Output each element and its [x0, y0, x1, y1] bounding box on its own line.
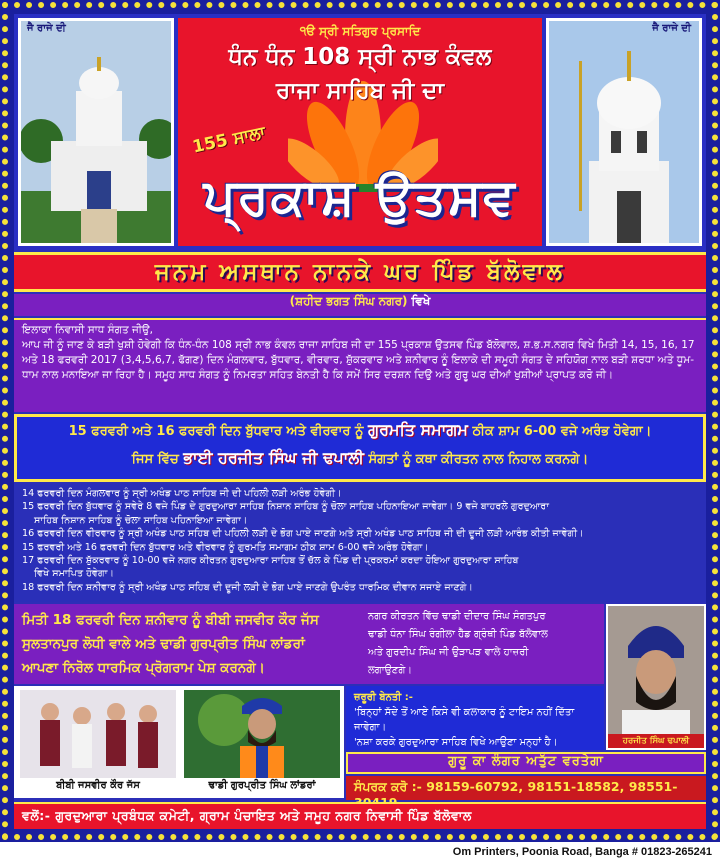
dhadi-line-3: ਆਪਣਾ ਨਿਰੋਲ ਧਾਰਮਿਕ ਪ੍ਰੋਗਰਾਮ ਪੇਸ਼ ਕਰਨਗੇ। — [22, 660, 265, 676]
gurpreet-singh-caption: ਢਾਡੀ ਗੁਰਪ੍ਰੀਤ ਸਿੰਘ ਲਾਂਡਰਾਂ — [208, 780, 316, 791]
dhadi-line-1: ਮਿਤੀ 18 ਫਰਵਰੀ ਦਿਨ ਸ਼ਨੀਵਾਰ ਨੂੰ ਬੀਬੀ ਜਸਵੀਰ ਕੌਰ ਜੱਸ — [22, 612, 319, 628]
venue-title: ਜਨਮ ਅਸਥਾਨ ਨਾਨਕੇ ਘਰ ਪਿੰਡ ਬੱਲੋਵਾਲ — [154, 259, 566, 285]
intro-body: ਆਪ ਜੀ ਨੂੰ ਜਾਣ ਕੇ ਬੜੀ ਖੁਸ਼ੀ ਹੋਵੇਗੀ ਕਿ ਧੰਨ-ਧੰਨ 108 ਸ੍ਰੀ ਨਾਭ ਕੰਵਲ ਰਾਜਾ ਸਾਹਿਬ ਜੀ ਦਾ 155 ਪ੍ਰਕਾਸ਼ ਉਤਸਵ ਪਿੰਡ ਬੱਲੋਵਾਲ, ਸ਼.ਭ.ਸ.ਨਗਰ ਵਿਖੇ ਮਿਤੀ 14, 15, 16, 17 ਅਤੇ 18 ਫਰਵਰੀ 2017 (3,4,5,6,7, ਫੱਗਣ) ਦਿਨ ਮੰਗਲਵਾਰ, ਬੁੱਧਵਾਰ, ਵੀਰਵਾਰ, ਸ਼ੁੱਕਰਵਾਰ ਅਤੇ ਸ਼ਨੀਵਾਰ ਨੂੰ ਇਲਾਕੇ ਦੀ ਸਮੂਹੀ ਸੰਗਤ ਦੇ ਸਹਿਯੋਗ ਨਾਲ ਬੜੀ ਸ਼ਰਧਾ ਅਤੇ ਧੂਮ-ਧਾਮ ਨਾਲ ਮਨਾਇਆ ਜਾ ਰਿਹਾ ਹੈ। ਸਮੂਹ ਸਾਧ ਸੰਗਤ ਨੂੰ ਨਿਮਰਤਾ ਸਹਿਤ ਬੇਨਤੀ ਹੈ ਕਿ ਸਮੇਂ ਸਿਰ ਦਰਸ਼ਨ ਦਿਉ ਅਤੇ ਗੁਰੂ ਘਰ ਦੀਆਂ ਖੁਸ਼ੀਆਂ ਪ੍ਰਾਪਤ ਕਰੋ ਜੀ। — [22, 339, 695, 381]
samagam-highlight: ਗੁਰਮਤਿ ਸਮਾਗਮ — [367, 420, 468, 439]
samagam-line-2-pre: ਜਿਸ ਵਿੱਚ — [131, 452, 179, 467]
intro-salutation: ਇਲਾਕਾ ਨਿਵਾਸੀ ਸਾਧ ਸੰਗਤ ਜੀਉ, — [22, 324, 153, 336]
venue-vikhe: ਵਿਖੇ — [411, 294, 431, 308]
langar-banner: ਗੁਰੂ ਕਾ ਲੰਗਰ ਅਤੁੱਟ ਵਰਤੇਗਾ — [346, 752, 706, 774]
samagam-box — [14, 414, 706, 482]
jaswir-kaur-photo — [20, 690, 176, 778]
printer-credit: Om Printers, Poonia Road, Banga # 01823-265241 — [452, 846, 712, 858]
schedule-item: ਵਿਖੇ ਸਮਾਪਿਤ ਹੋਵੇਗਾ। — [34, 568, 114, 580]
schedule-list — [14, 484, 706, 602]
artist-photos — [14, 686, 344, 798]
samagam-line-2 — [23, 448, 697, 468]
notice-line-2: 'ਨਸ਼ਾ ਕਰਕੇ ਗੁਰਦੁਆਰਾ ਸਾਹਿਬ ਵਿਖੇ ਆਉਣਾ ਮਨ੍ਹਾਂ ਹੈ। — [354, 737, 558, 748]
contact-bar — [346, 776, 706, 800]
intro-paragraph — [14, 318, 706, 412]
speaker-photo-caption: ਹਰਜੀਤ ਸਿੰਘ ਢਪਾਲੀ — [608, 734, 704, 748]
venue-banner — [14, 252, 706, 292]
photo-tag-left: ਜੈ ਰਾਜੇ ਦੀ — [27, 23, 66, 34]
schedule-item: ਸਾਹਿਬ ਨਿਸ਼ਾਨ ਸਾਹਿਬ ਨੂੰ ਚੋਲਾ ਸਾਹਿਬ ਪਹਿਨਾਇਆ ਜਾਵੇਗਾ। — [34, 514, 248, 526]
nagar-line-1: ਨਗਰ ਕੀਰਤਨ ਵਿੱਚ ਢਾਡੀ ਦੀਦਾਰ ਸਿੰਘ ਸੰਗਤਪੁਰ — [368, 611, 546, 622]
venue-subtitle: (ਸ਼ਹੀਦ ਭਗਤ ਸਿੰਘ ਨਗਰ) — [289, 294, 408, 308]
dhadi-program — [14, 604, 360, 684]
nagar-line-2: ਢਾਡੀ ਧੰਨਾ ਸਿੰਘ ਰੰਗੀਲਾ ਹੈੱਡ ਗ੍ਰੰਥੀ ਪਿੰਡ ਬੱਲੋਵਾਲ — [368, 629, 548, 640]
schedule-item: 15 ਫਰਵਰੀ ਦਿਨ ਬੁੱਧਵਾਰ ਨੂੰ ਸਵੇਰੇ 8 ਵਜੇ ਪਿੰਡ ਦੇ ਗੁਰਦੁਆਰਾ ਸਾਹਿਬ ਨਿਸ਼ਾਨ ਸਾਹਿਬ ਨੂੰ ਚੋਲਾ ਸਾਹਿਬ ਪਹਿਨਾਇਆ ਜਾਵੇਗਾ। 9 ਵਜੇ ਬਾਹਰਲੇ ਗੁਰਦੁਆਰਾ — [22, 501, 550, 513]
poster-body — [14, 14, 706, 829]
gurpreet-singh-photo — [184, 690, 340, 778]
gurdwara-photo-left — [18, 18, 174, 246]
gurdwara-photo-right — [546, 18, 702, 246]
schedule-item: 14 ਫਰਵਰੀ ਦਿਨ ਮੰਗਲਵਾਰ ਨੂੰ ਸ੍ਰੀ ਅਖੰਡ ਪਾਠ ਸਾਹਿਬ ਜੀ ਦੀ ਪਹਿਲੀ ਲੜੀ ਅਰੰਭ ਹੋਵੇਗੀ। — [22, 488, 342, 499]
speaker-name: ਭਾਈ ਹਰਜੀਤ ਸਿੰਘ ਜੀ ਢਪਾਲੀ — [183, 448, 364, 467]
nagar-kirtan-note — [360, 604, 604, 684]
title-line-1: ਧੰਨ ਧੰਨ 108 ਸ੍ਰੀ ਨਾਭ ਕੰਵਲ — [228, 44, 492, 70]
main-title: ਪ੍ਰਕਾਸ਼ ਉਤਸਵ — [203, 168, 517, 226]
photo-tag-right: ਜੈ ਰਾਜੇ ਦੀ — [652, 23, 691, 34]
samagam-line-1 — [23, 420, 697, 440]
venue-subtitle-band — [14, 294, 706, 316]
samagam-line-1-post: ਠੀਕ ਸ਼ਾਮ 6-00 ਵਜੇ ਅਰੰਭ ਹੋਵੇਗਾ। — [472, 424, 652, 439]
nagar-line-3: ਅਤੇ ਗੁਰਦੀਪ ਸਿੰਘ ਜੀ ਉੜਾਪੜ ਵਾਲੇ ਹਾਜ਼ਰੀ — [368, 647, 529, 658]
nagar-line-4: ਲਗਾਉਣਗੇ। — [368, 665, 413, 676]
speaker-photo — [606, 604, 706, 750]
jaswir-kaur-caption: ਬੀਬੀ ਜਸਵੀਰ ਕੌਰ ਜੱਸ — [56, 780, 140, 791]
contact-numbers: :- 98159-60792, 98151-18582, 98551- — [411, 779, 678, 794]
schedule-item: 16 ਫਰਵਰੀ ਦਿਨ ਵੀਰਵਾਰ ਨੂੰ ਸ੍ਰੀ ਅਖੰਡ ਪਾਠ ਸਹਿਬ ਦੀ ਪਹਿਲੀ ਲੜੀ ਦੇ ਭੋਗ ਪਾਏ ਜਾਣਗੇ ਅਤੇ ਸ੍ਰੀ ਅਖੰਡ ਪਾਠ ਸਾਹਿਬ ਜੀ ਦੀ ਦੂਜੀ ਲੜੀ ਆਰੰਭ ਕੀਤੀ ਜਾਵੇਗੀ। — [22, 528, 584, 540]
schedule-item: 17 ਫਰਵਰੀ ਦਿਨ ਸ਼ੁੱਕਰਵਾਰ ਨੂੰ 10-00 ਵਜੇ ਨਗਰ ਕੀਰਤਨ ਗੁਰਦੁਆਰਾ ਸਾਹਿਬ ਤੋਂ ਚੱਲ ਕੇ ਪਿੰਡ ਦੀ ਪ੍ਰਕਰਮਾਂ ਕਰਦਾ ਹੋਇਆ ਗੁਰਦੁਆਰਾ ਸਾਹਿਬ — [22, 555, 519, 567]
gurpreet-singh-illustration — [184, 690, 340, 778]
poster-header — [14, 14, 706, 250]
speaker-portrait — [608, 606, 704, 750]
schedule-item: 15 ਫਰਵਰੀ ਅਤੇ 16 ਫਰਵਰੀ ਦਿਨ ਬੁੱਧਵਾਰ ਅਤੇ ਵੀਰਵਾਰ ਨੂੰ ਗੁਰਮਤਿ ਸਮਾਗਮ ਠੀਕ ਸ਼ਾਮ 6-00 ਵਜੇ ਅਰੰਭ ਹੋਵੇਗਾ। — [22, 541, 429, 553]
samagam-line-1-pre: 15 ਫਰਵਰੀ ਅਤੇ 16 ਫਰਵਰੀ ਦਿਨ ਬੁੱਧਵਾਰ ਅਤੇ ਵੀਰਵਾਰ ਨੂੰ — [68, 424, 364, 439]
blessing-text: ੧ੳ ਸ੍ਰੀ ਸਤਿਗੁਰ ਪ੍ਰਸਾਦਿ — [299, 24, 421, 38]
organizers-footer: ਵਲੋਂ:- ਗੁਰਦੁਆਰਾ ਪ੍ਰਬੰਧਕ ਕਮੇਟੀ, ਗ੍ਰਾਮ ਪੰਚਾਇਤ ਅਤੇ ਸਮੂਹ ਨਗਰ ਨਿਵਾਸੀ ਪਿੰਡ ਬੱਲੋਵਾਲ — [14, 802, 706, 829]
gurdwara-building-illustration — [21, 21, 174, 246]
title-line-2: ਰਾਜਾ ਸਾਹਿਬ ਜੀ ਦਾ — [276, 78, 444, 104]
gurdwara-dome-illustration — [549, 21, 702, 246]
jaswir-kaur-group-illustration — [20, 690, 176, 778]
dhadi-line-2: ਸੁਲਤਾਨਪੁਰ ਲੋਧੀ ਵਾਲੇ ਅਤੇ ਢਾਡੀ ਗੁਰਪ੍ਰੀਤ ਸਿੰਘ ਲਾਂਡਰਾਂ — [22, 636, 305, 652]
anniversary-label: 155 ਸਾਲਾ — [190, 122, 268, 158]
notice-heading: ਜ਼ਰੂਰੀ ਬੇਨਤੀ :- — [354, 692, 413, 703]
schedule-item: 18 ਫਰਵਰੀ ਦਿਨ ਸ਼ਨੀਵਾਰ ਨੂੰ ਸ੍ਰੀ ਅਖੰਡ ਪਾਠ ਸਹਿਬ ਦੀ ਦੂਜੀ ਲੜੀ ਦੇ ਭੋਗ ਪਾਏ ਜਾਣਗੇ ਉਪਰੰਤ ਧਾਰਮਿਕ ਦੀਵਾਨ ਸਜਾਏ ਜਾਣਗੇ। — [22, 581, 473, 593]
notice-line-1: 'ਬਿਨ੍ਹਾਂ ਸੱਦੇ ਤੋਂ ਆਏ ਕਿਸੇ ਵੀ ਕਲਾਕਾਰ ਨੂੰ ਟਾਇਮ ਨਹੀਂ ਦਿੱਤਾ ਜਾਵੇਗਾ। — [354, 707, 575, 733]
contact-label: ਸੰਪਰਕ ਕਰੋ — [354, 779, 408, 794]
important-notice — [346, 686, 604, 750]
title-panel — [178, 18, 542, 246]
samagam-line-2-post: ਸੰਗਤਾਂ ਨੂੰ ਕਥਾ ਕੀਰਤਨ ਨਾਲ ਨਿਹਾਲ ਕਰਨਗੇ। — [368, 452, 589, 467]
